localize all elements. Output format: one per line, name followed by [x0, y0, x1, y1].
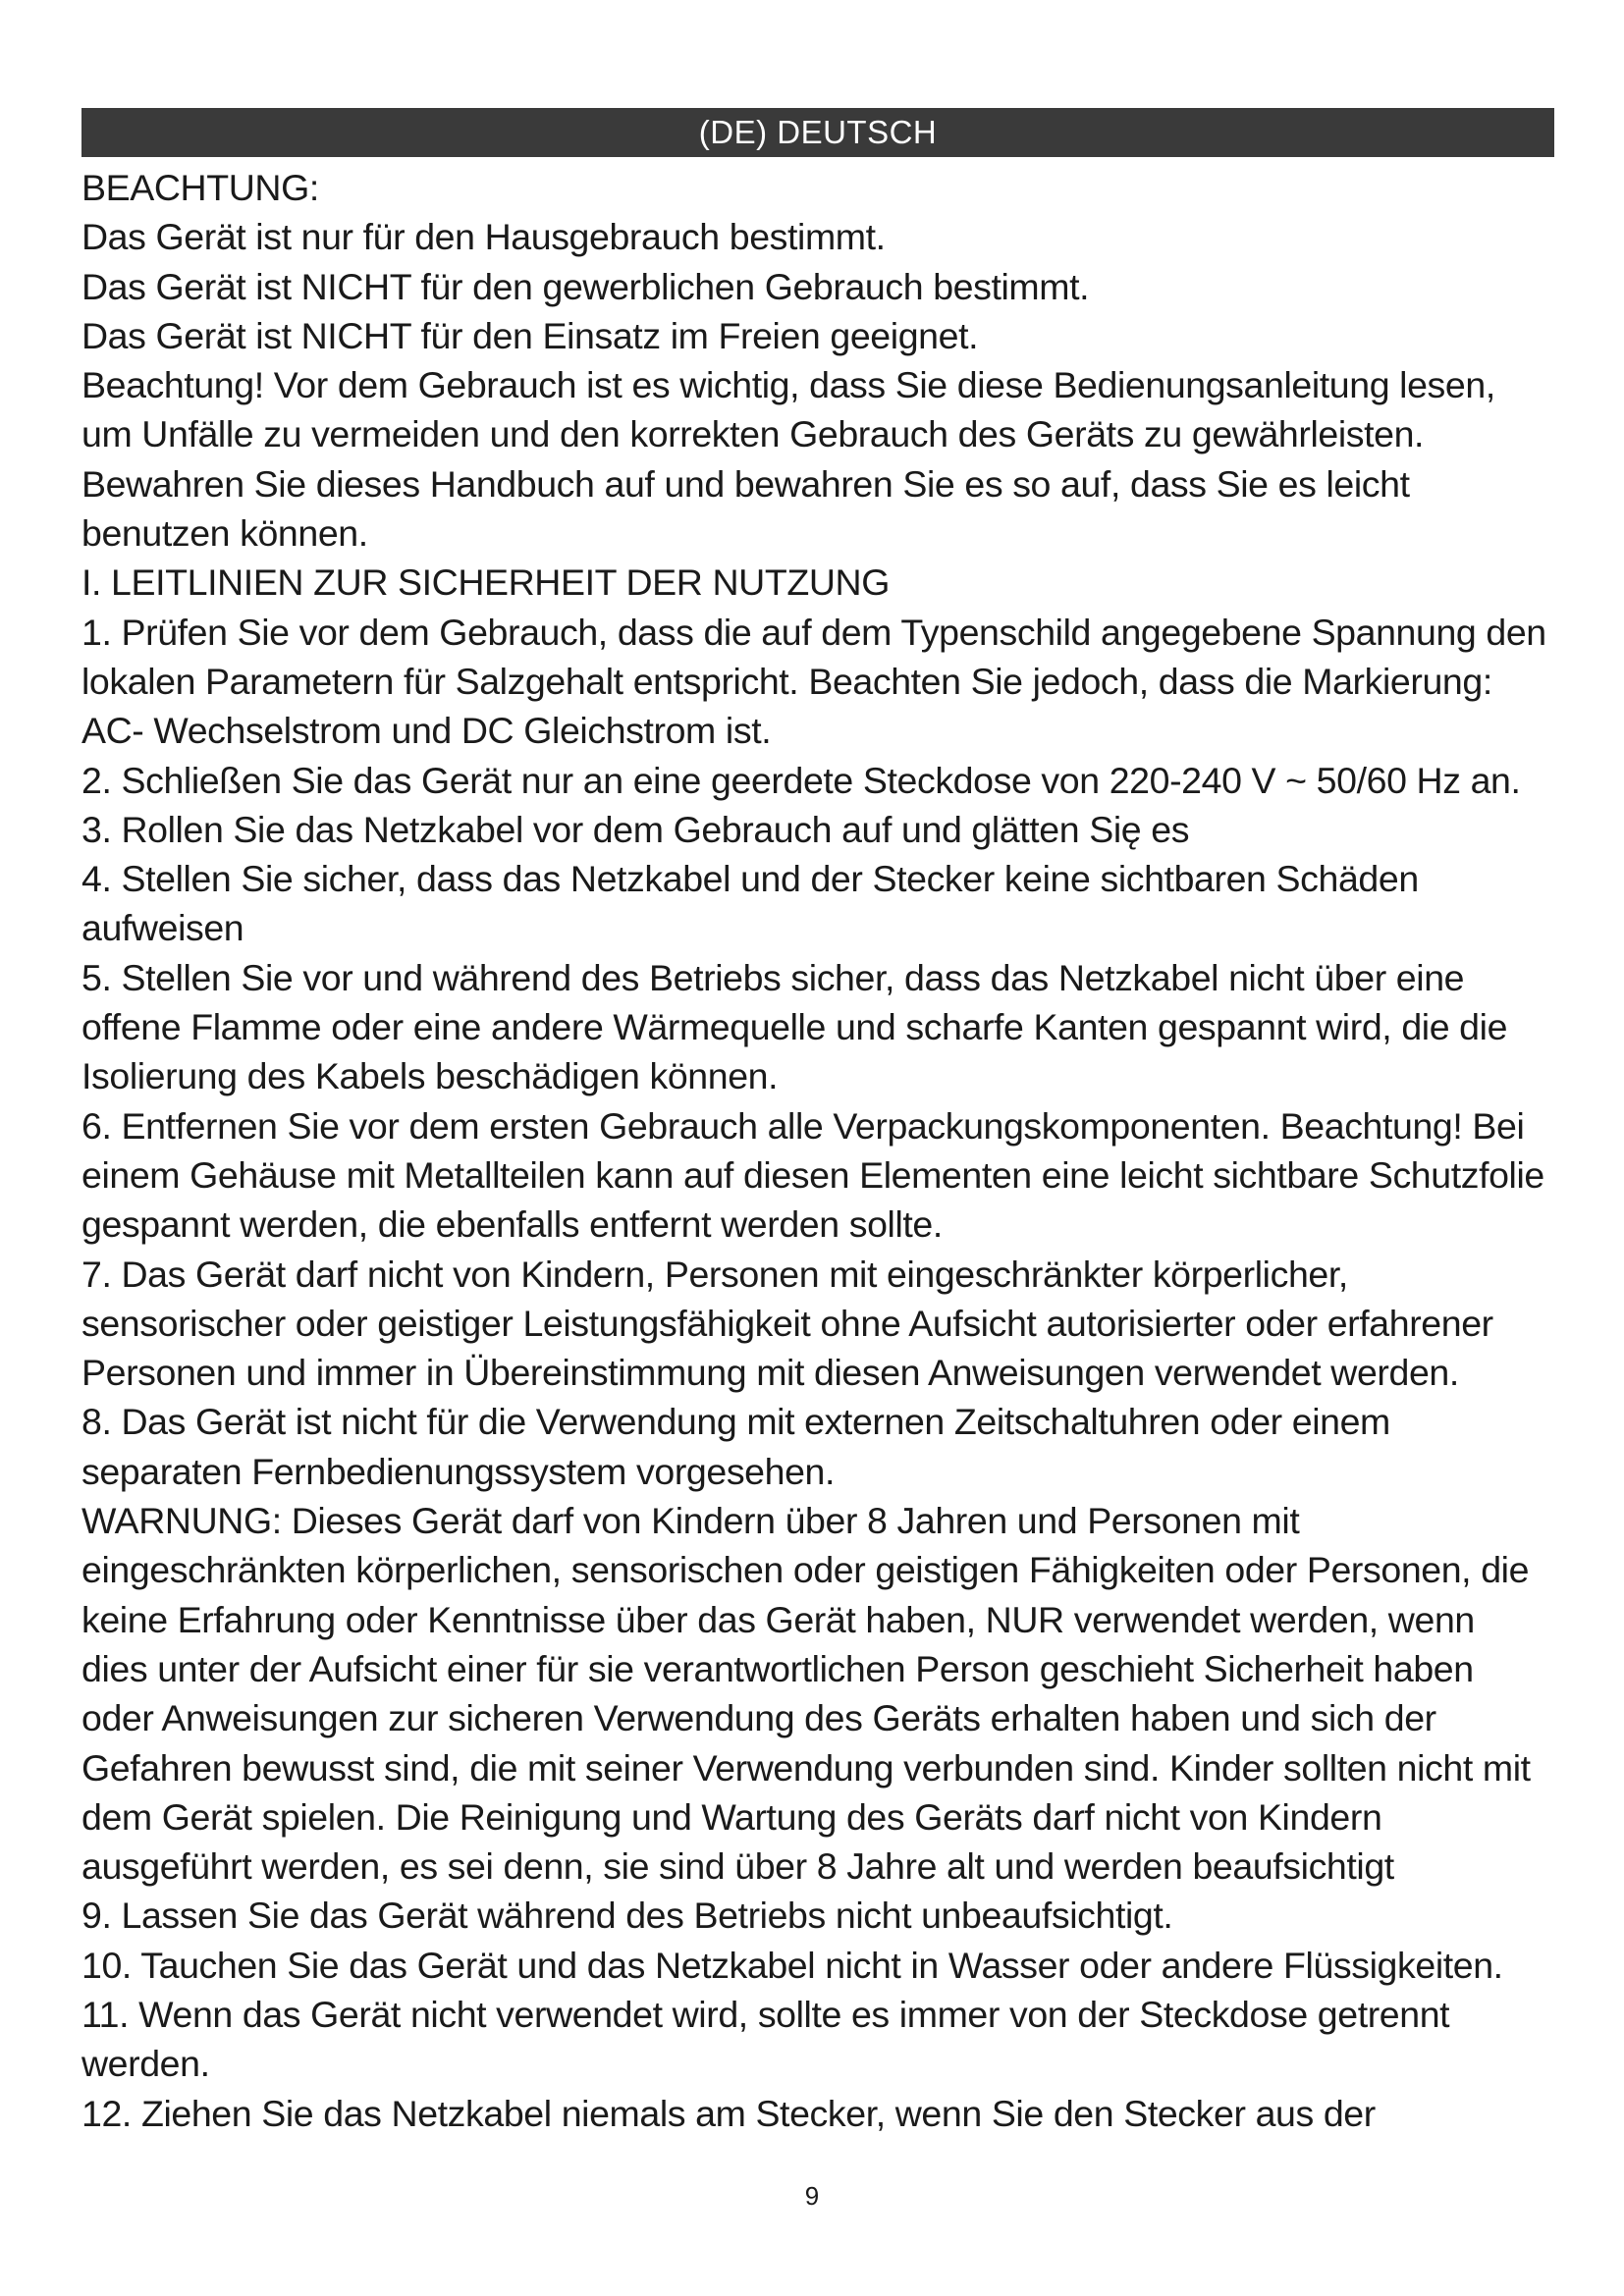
text-line: um Unfälle zu vermeiden und den korrekten Gebrauch des Geräts zu gewährleisten. [81, 413, 1425, 455]
text-line: Das Gerät ist NICHT für den Einsatz im Freien geeignet. [81, 314, 979, 356]
text-line: dem Gerät spielen. Die Reinigung und Wartung des Geräts darf nicht von Kindern [81, 1795, 1382, 1838]
text-line: dies unter der Aufsicht einer für sie verantwortlichen Person geschieht Sicherheit haben [81, 1647, 1474, 1689]
text-line: Personen und immer in Übereinstimmung mit diesen Anweisungen verwendet werden. [81, 1352, 1459, 1394]
text-line: Bewahren Sie dieses Handbuch auf und bewahren Sie es so auf, dass Sie es leicht [81, 462, 1410, 505]
text-line: lokalen Parametern für Salzgehalt entspricht. Beachten Sie jedoch, dass die Markierung: [81, 660, 1492, 702]
text-line: separaten Fernbedienungssystem vorgesehen. [81, 1450, 836, 1492]
text-line: 4. Stellen Sie sicher, dass das Netzkabel und der Stecker keine sichtbaren Schäden [81, 858, 1419, 900]
text-line: 11. Wenn das Gerät nicht verwendet wird, sollte es immer von der Steckdose getrennt [81, 1993, 1450, 2035]
text-line: benutzen können. [81, 512, 368, 555]
text-line: AC- Wechselstrom und DC Gleichstrom ist. [81, 710, 772, 752]
text-line: 6. Entfernen Sie vor dem ersten Gebrauch alle Verpackungskomponenten. Beachtung! Bei [81, 1104, 1525, 1147]
text-line: 9. Lassen Sie das Gerät während des Betriebs nicht unbeaufsichtigt. [81, 1895, 1173, 1937]
section-heading: I. LEITLINIEN ZUR SICHERHEIT DER NUTZUNG [81, 561, 890, 604]
text-line: Gefahren bewusst sind, die mit seiner Verwendung verbunden sind. Kinder sollten nicht mit [81, 1746, 1531, 1789]
text-line: BEACHTUNG: [81, 167, 319, 208]
text-line: Das Gerät ist nur für den Hausgebrauch bestimmt. [81, 216, 886, 258]
warning-line: WARNUNG: Dieses Gerät darf von Kindern über 8 Jahren und Personen mit [81, 1500, 1300, 1542]
text-line: 8. Das Gerät ist nicht für die Verwendung mit externen Zeitschaltuhren oder einem [81, 1401, 1390, 1443]
manual-page [81, 108, 1554, 2138]
text-line: sensorischer oder geistiger Leistungsfähigkeit ohne Aufsicht autorisierter oder erfahrener [81, 1302, 1493, 1344]
manual-text-body [81, 163, 1554, 2138]
text-line: gespannt werden, die ebenfalls entfernt werden sollte. [81, 1203, 943, 1246]
text-line: 10. Tauchen Sie das Gerät und das Netzkabel nicht in Wasser oder andere Flüssigkeiten. [81, 1944, 1503, 1986]
text-line: ausgeführt werden, es sei denn, sie sind über 8 Jahre alt und werden beaufsichtigt [81, 1845, 1394, 1888]
text-line: 1. Prüfen Sie vor dem Gebrauch, dass die auf dem Typenschild angegebene Spannung den [81, 611, 1546, 653]
text-line: 7. Das Gerät darf nicht von Kindern, Personen mit eingeschränkter körperlicher, [81, 1253, 1348, 1295]
text-line: 12. Ziehen Sie das Netzkabel niemals am Stecker, wenn Sie den Stecker aus der [81, 2092, 1376, 2134]
text-line: eingeschränkten körperlichen, sensorischen oder geistigen Fähigkeiten oder Personen, die [81, 1549, 1530, 1591]
text-line: 5. Stellen Sie vor und während des Betriebs sicher, dass das Netzkabel nicht über eine [81, 956, 1465, 998]
text-line: 3. Rollen Sie das Netzkabel vor dem Gebrauch auf und glätten Się es [81, 808, 1190, 850]
text-line: aufweisen [81, 907, 244, 949]
text-line: Isolierung des Kabels beschädigen können. [81, 1055, 779, 1097]
text-line: werden. [81, 2043, 210, 2085]
text-line: 2. Schließen Sie das Gerät nur an eine geerdete Steckdose von 220-240 V ~ 50/60 Hz an. [81, 759, 1521, 801]
text-line: offene Flamme oder eine andere Wärmequelle und scharfe Kanten gespannt wird, die die [81, 1006, 1508, 1048]
page-number: 9 [804, 2181, 820, 2211]
text-line: Das Gerät ist NICHT für den gewerblichen Gebrauch bestimmt. [81, 265, 1090, 307]
text-line: Beachtung! Vor dem Gebrauch ist es wichtig, dass Sie diese Bedienungsanleitung lesen, [81, 364, 1495, 406]
language-header-bar: (DE) DEUTSCH [81, 108, 1554, 157]
text-line: einem Gehäuse mit Metallteilen kann auf diesen Elementen eine leicht sichtbare Schutzfolie [81, 1153, 1544, 1196]
text-line: keine Erfahrung oder Kenntnisse über das Gerät haben, NUR verwendet werden, wenn [81, 1598, 1475, 1640]
text-line: oder Anweisungen zur sicheren Verwendung des Geräts erhalten haben und sich der [81, 1697, 1436, 1739]
